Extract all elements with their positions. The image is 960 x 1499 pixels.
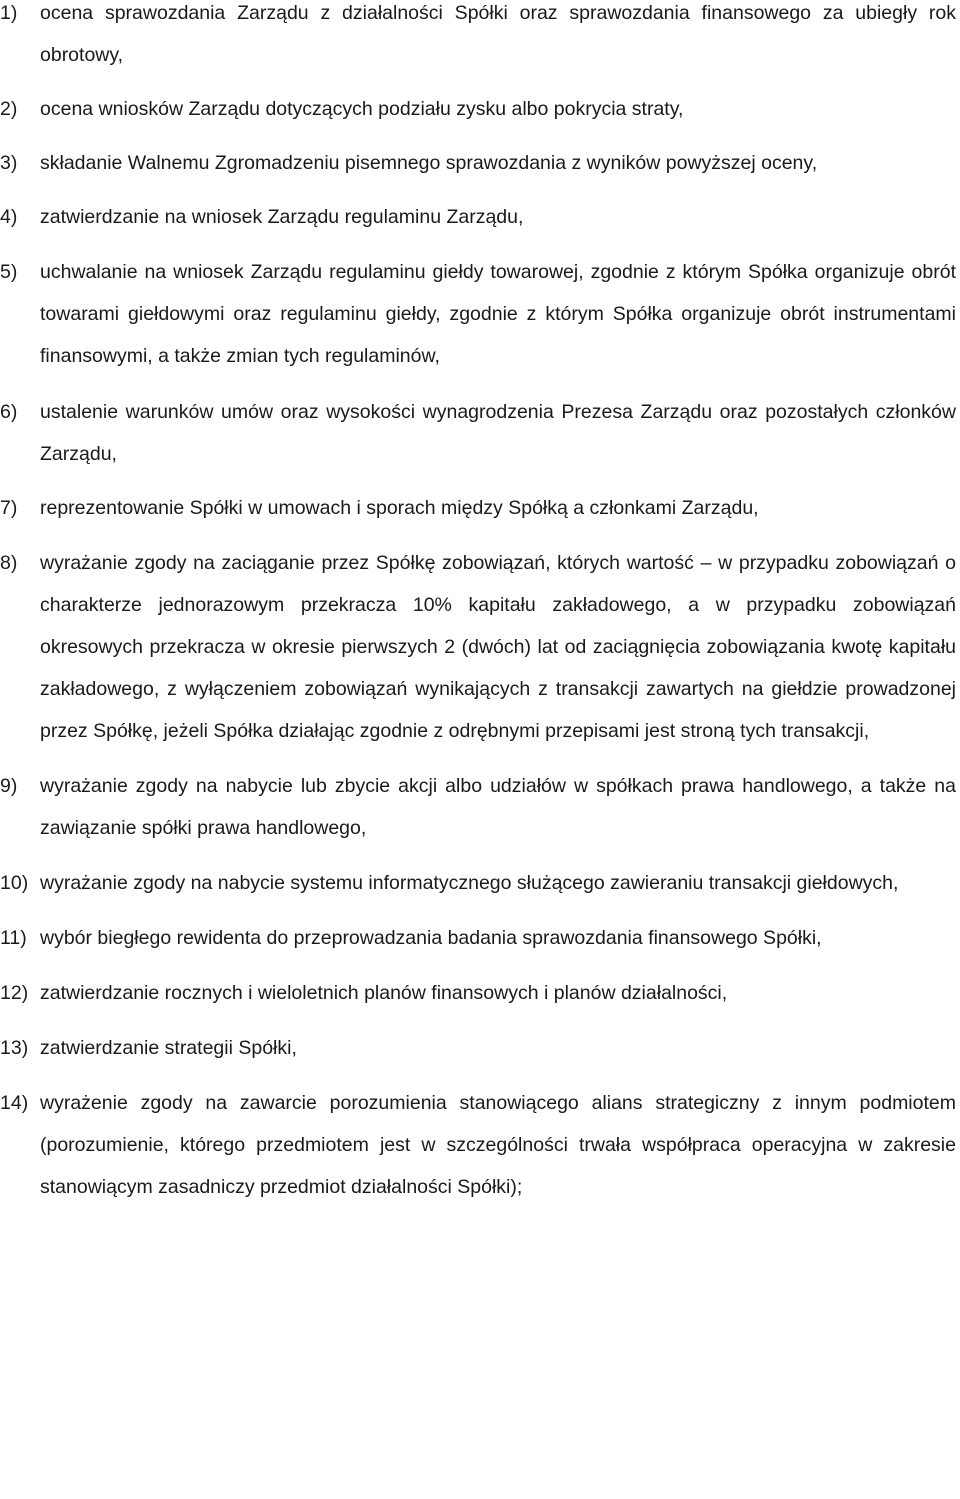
list-item-text: ocena sprawozdania Zarządu z działalności Spółki oraz sprawozdania finansowego za ubiegły rok obrotowy, — [40, 2, 956, 66]
list-item — [0, 88, 960, 130]
list-item-number: 3) — [0, 152, 18, 174]
list-item-number: 11) — [0, 927, 27, 949]
list-item — [0, 862, 960, 904]
list-item — [0, 765, 960, 849]
list-item-number: 12) — [0, 982, 29, 1004]
list-item-text: zatwierdzanie rocznych i wieloletnich planów finansowych i planów działalności, — [40, 982, 728, 1004]
list-item-text: wyrażanie zgody na nabycie lub zbycie akcji albo udziałów w spółkach prawa handlowego, a także na zawiązanie spółki prawa handlowego, — [40, 775, 956, 839]
list-item — [0, 917, 960, 959]
list-item — [0, 542, 960, 752]
list-item-text: wyrażanie zgody na nabycie systemu informatycznego służącego zawieraniu transakcji giełdowych, — [40, 872, 899, 894]
list-item-text: składanie Walnemu Zgromadzeniu pisemnego sprawozdania z wyników powyższej oceny, — [40, 152, 818, 174]
list-item-text: wybór biegłego rewidenta do przeprowadzania badania sprawozdania finansowego Spółki, — [40, 927, 822, 949]
list-item — [0, 1082, 960, 1208]
list-item-text: uchwalanie na wniosek Zarządu regulaminu giełdy towarowej, zgodnie z którym Spółka organizuje obrót towarami giełdowymi oraz regulaminu giełdy, zgodnie z którym Spółka organizuje obrót instrumentami finansowymi, a także zmian tych regulaminów, — [40, 261, 956, 367]
list-item-text: zatwierdzanie strategii Spółki, — [40, 1037, 297, 1059]
list-item-text: ustalenie warunków umów oraz wysokości wynagrodzenia Prezesa Zarządu oraz pozostałych członków Zarządu, — [40, 401, 956, 465]
list-item-number: 4) — [0, 206, 18, 228]
list-item-number: 6) — [0, 401, 18, 423]
list-item — [0, 196, 960, 238]
list-item-text: wyrażanie zgody na zaciąganie przez Spółkę zobowiązań, których wartość – w przypadku zobowiązań o charakterze jednorazowym przekracza 10% kapitału zakładowego, a w przypadku zobowiązań okresowych przekracza w okresie pierwszych 2 (dwóch) lat od zaciągnięcia zobowiązania kwotę kapitału zakładowego, z wyłączeniem zobowiązań wynikających z transakcji zawartych na giełdzie prowadzonej przez Spółkę, jeżeli Spółka działając zgodnie z odrębnymi przepisami jest stroną tych transakcji, — [40, 552, 956, 742]
list-item-number: 9) — [0, 775, 18, 797]
list-item-number: 13) — [0, 1037, 29, 1059]
list-item — [0, 487, 960, 529]
list-item — [0, 251, 960, 377]
list-item — [0, 1027, 960, 1069]
list-item-text: zatwierdzanie na wniosek Zarządu regulaminu Zarządu, — [40, 206, 524, 228]
list-item — [0, 0, 960, 76]
list-item-number: 8) — [0, 552, 18, 574]
list-item-text: reprezentowanie Spółki w umowach i sporach między Spółką a członkami Zarządu, — [40, 497, 759, 519]
list-item-number: 1) — [0, 2, 18, 24]
list-item-text: ocena wniosków Zarządu dotyczących podziału zysku albo pokrycia straty, — [40, 98, 684, 120]
list-item-number: 2) — [0, 98, 18, 120]
list-item-number: 5) — [0, 261, 18, 283]
list-item — [0, 391, 960, 475]
list-item-text: wyrażenie zgody na zawarcie porozumienia stanowiącego alians strategiczny z innym podmiotem (porozumienie, którego przedmiotem jest w szczególności trwała współpraca operacyjna w zakresie stanowiącym zasadniczy przedmiot działalności Spółki); — [40, 1092, 956, 1198]
list-item — [0, 142, 960, 184]
list-item — [0, 972, 960, 1014]
list-item-number: 10) — [0, 872, 29, 894]
list-item-number: 7) — [0, 497, 18, 519]
list-item-number: 14) — [0, 1092, 29, 1114]
